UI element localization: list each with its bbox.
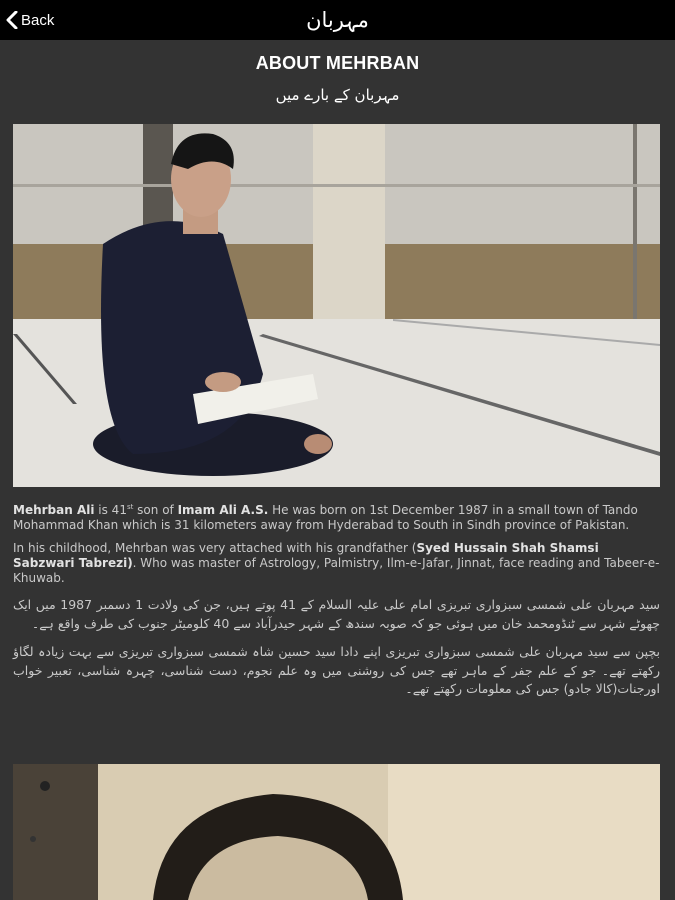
bio-content <box>13 500 660 707</box>
back-button[interactable] <box>6 0 54 40</box>
page-title-urdu: مہربان کے بارے میں <box>275 86 400 104</box>
back-label: Back <box>21 11 55 29</box>
bio-paragraph-2: In his childhood, Mehrban was very attached with his grandfather (Syed Hussain Shah Shamsi Sabzwari Tabrezi). Who was master of Astrology, Palmistry, Ilm-e-Jafar, Jinnat, face reading and Tabeer-e-Khuwab. <box>13 541 660 585</box>
grandfather-photo <box>13 764 660 900</box>
bio-paragraph-urdu-1: سید مہربان علی شمسی سبزواری تبریزی امام علی علیہ السلام کے 41 پوتے ہیں، جن کی ولادت 1 دسمبر 1987 میں ایک چھوٹے شہر سے ٹنڈومحمد خان میں ہوئی جو کہ صوبہ سندھ کے شہر حیدرآباد سے 40 کلومیٹر جنوب کی طرف واقع ہے۔ <box>13 597 660 631</box>
mehrban-photo <box>13 124 660 487</box>
grandfather-highlight: Syed Hussain Shah Shamsi Sabzwari Tabrezi) <box>13 541 599 570</box>
imam-highlight: Imam Ali A.S. <box>177 503 269 517</box>
top-bar <box>0 0 675 40</box>
bio-paragraph-urdu-2: بچپن سے سید مہربان علی شمسی سبزواری تبریزی اپنے دادا سید حسین شاہ شمسی سبزواری تبریزی سے بہت زیادہ لگاؤ رکھتے تھے۔ جو کے علم جفر کے ماہر تھے جس کی روشنی میں وہ علم نجوم، دست شناسی، چہرہ شناسی، تعبیر خواب اورجنات(کالا جادو) جس کی معلومات رکھتے تھے۔ <box>13 644 660 696</box>
page-title: ABOUT MEHRBAN <box>255 53 420 73</box>
bio-paragraph-1: Mehrban Ali is 41st son of Imam Ali A.S. He was born on 1st December 1987 in a small town of Tando Mohammad Khan which is 31 kilometers away from Hyderabad to South in Sindh province of Pakistan. <box>13 503 638 532</box>
app-logo: مہربان <box>306 8 369 32</box>
chevron-left-icon <box>6 11 18 29</box>
name-highlight: Mehrban Ali <box>13 503 95 517</box>
